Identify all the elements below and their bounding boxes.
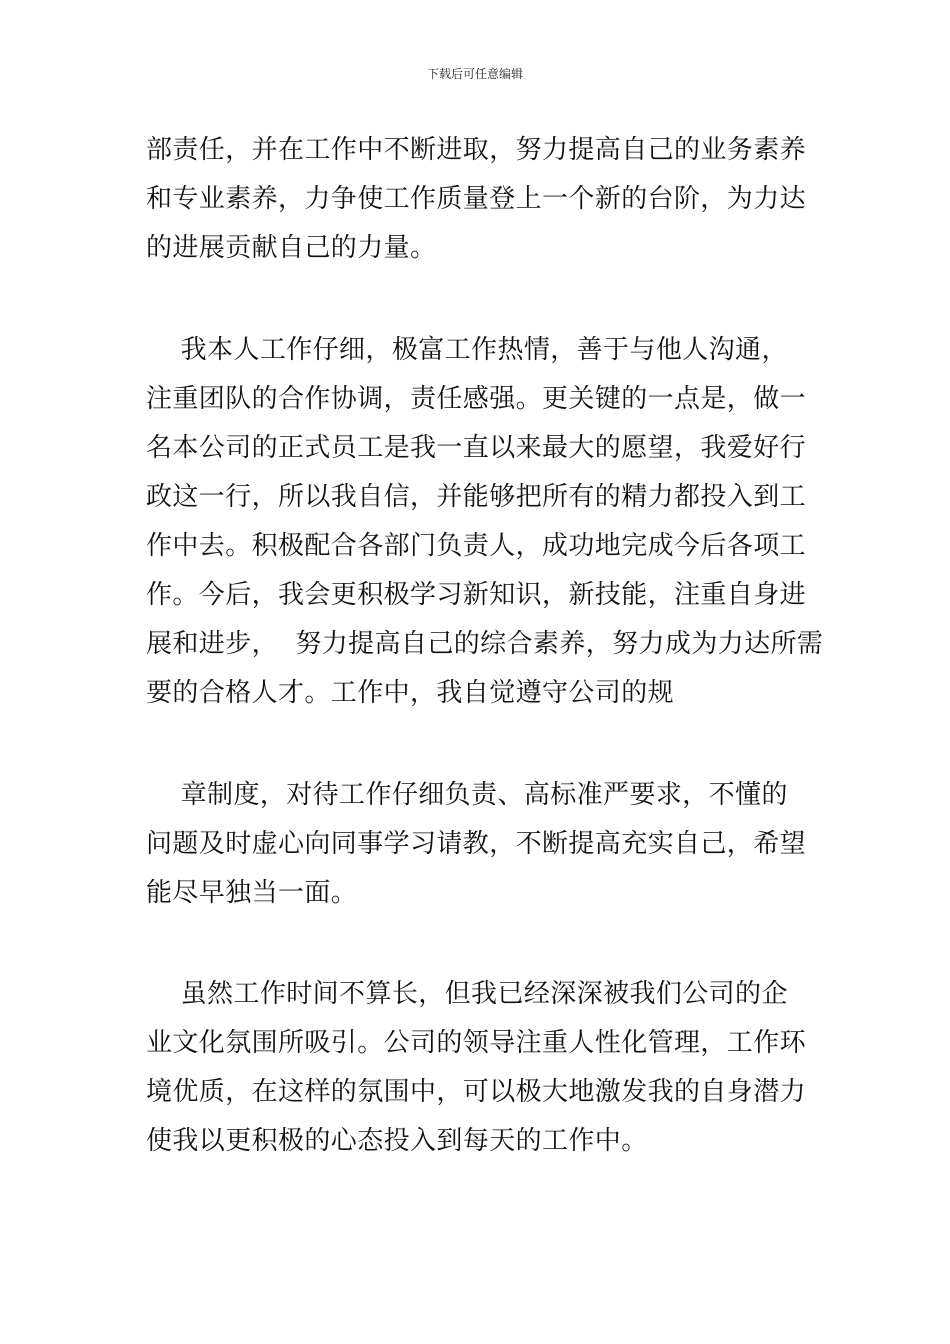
text-line: 注重团队的合作协调，责任感强。更关键的一点是，做一 bbox=[146, 384, 807, 414]
text-line: 作。今后，我会更积极学习新知识，新技能，注重自身进 bbox=[146, 580, 807, 610]
text-line: 名本公司的正式员工是我一直以来最大的愿望，我爱好行 bbox=[146, 433, 807, 463]
text-line: 展和进步， 努力提高自己的综合素养，努力成为力达所需 bbox=[146, 629, 824, 659]
text-line: 部责任，并在工作中不断进取，努力提高自己的业务素养 bbox=[146, 135, 807, 165]
text-line: 章制度，对待工作仔细负责、高标准严要求，不懂的 bbox=[146, 780, 788, 810]
text-line: 能尽早独当一面。 bbox=[146, 878, 358, 908]
text-line: 境优质，在这样的氛围中，可以极大地激发我的自身潜力 bbox=[146, 1077, 807, 1107]
text-line: 作中去。积极配合各部门负责人，成功地完成今后各项工 bbox=[146, 531, 807, 561]
text-line: 使我以更积极的心态投入到每天的工作中。 bbox=[146, 1126, 648, 1156]
text-line: 的进展贡献自己的力量。 bbox=[146, 233, 437, 263]
text-line: 问题及时虚心向同事学习请教，不断提高充实自己，希望 bbox=[146, 829, 807, 859]
text-line: 政这一行，所以我自信，并能够把所有的精力都投入到工 bbox=[146, 482, 807, 512]
text-line: 和专业素养，力争使工作质量登上一个新的台阶，为力达 bbox=[146, 184, 807, 214]
page-header: 下载后可任意编辑 bbox=[426, 67, 523, 81]
text-line: 要的合格人才。工作中，我自觉遵守公司的规 bbox=[146, 678, 675, 708]
text-line: 虽然工作时间不算长，但我已经深深被我们公司的企 bbox=[146, 979, 788, 1009]
text-line: 业文化氛围所吸引。公司的领导注重人性化管理，工作环 bbox=[146, 1028, 807, 1058]
text-line: 我本人工作仔细，极富工作热情，善于与他人沟通， bbox=[146, 335, 788, 365]
